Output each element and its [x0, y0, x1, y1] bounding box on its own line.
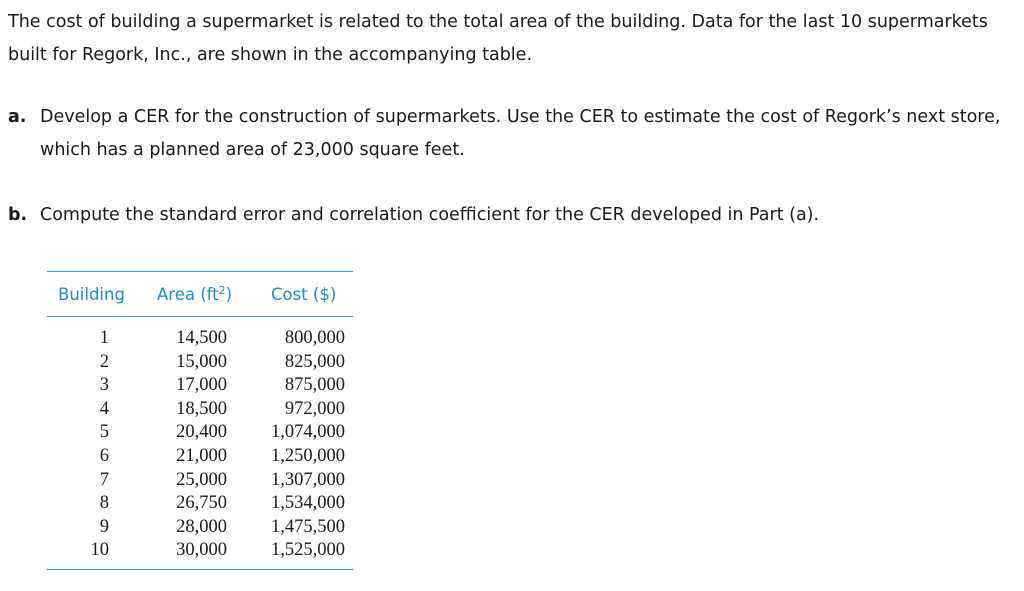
question-a-text: Develop a CER for the construction of supermarkets. Use the CER to estimate the cost of Regork’s next store, which has a planned area of 23,000 square feet. — [40, 107, 1001, 160]
cell-building: 6 — [99, 445, 109, 466]
cell-cost: 1,534,000 — [271, 493, 345, 514]
question-a-letter: a. — [8, 107, 27, 127]
cell-cost: 875,000 — [284, 375, 345, 396]
table-row — [47, 445, 353, 469]
header-area-superscript: 2 — [218, 284, 226, 297]
table-header — [47, 272, 353, 316]
table-row — [47, 421, 353, 445]
cell-cost: 1,475,500 — [271, 516, 345, 537]
cell-area: 21,000 — [176, 445, 227, 466]
table-row — [47, 351, 353, 375]
table-row — [47, 398, 353, 422]
table-bottom-rule — [47, 569, 353, 570]
problem-intro: The cost of building a supermarket is related to the total area of the building. Data for the last 10 supermarkets built for Regork, Inc., are shown in the accompanying table. — [8, 12, 988, 65]
cell-area: 18,500 — [176, 398, 227, 419]
table-row — [47, 327, 353, 351]
cell-cost: 1,525,000 — [271, 540, 345, 561]
question-b — [8, 199, 1018, 232]
cell-cost: 800,000 — [284, 328, 345, 348]
cell-building: 1 — [99, 328, 109, 348]
cell-area: 17,000 — [176, 375, 227, 396]
header-cost: Cost ($) — [271, 284, 337, 304]
header-building: Building — [58, 284, 125, 304]
cell-area: 28,000 — [176, 516, 227, 537]
data-table — [47, 271, 353, 570]
cell-cost: 1,307,000 — [271, 469, 345, 490]
table-row — [47, 374, 353, 398]
cell-building: 10 — [90, 540, 109, 561]
question-a — [8, 101, 1018, 167]
table-row — [47, 516, 353, 540]
cell-cost: 825,000 — [284, 351, 345, 372]
header-area — [157, 284, 269, 304]
header-area-label: Area (ft — [157, 285, 219, 304]
cell-area: 14,500 — [176, 328, 227, 348]
table-row — [47, 469, 353, 493]
question-b-letter: b. — [8, 205, 28, 225]
cell-cost: 972,000 — [284, 398, 345, 419]
cell-building: 5 — [99, 422, 109, 443]
cell-cost: 1,250,000 — [271, 445, 345, 466]
cell-building: 9 — [99, 516, 109, 537]
cell-area: 25,000 — [176, 469, 227, 490]
header-area-close: ) — [225, 285, 233, 304]
cell-cost: 1,074,000 — [271, 422, 345, 443]
cell-building: 4 — [99, 398, 109, 419]
cell-building: 7 — [99, 469, 109, 490]
cell-building: 3 — [99, 375, 109, 396]
question-b-text: Compute the standard error and correlation coefficient for the CER developed in Part (a). — [40, 205, 820, 225]
cell-building: 2 — [99, 351, 109, 372]
cell-area: 20,400 — [176, 422, 227, 443]
table-row — [47, 492, 353, 516]
cell-building: 8 — [99, 493, 109, 514]
cell-area: 30,000 — [176, 540, 227, 561]
cell-area: 15,000 — [176, 351, 227, 372]
cell-area: 26,750 — [176, 493, 227, 514]
table-body — [47, 317, 353, 569]
table-row — [47, 539, 353, 563]
